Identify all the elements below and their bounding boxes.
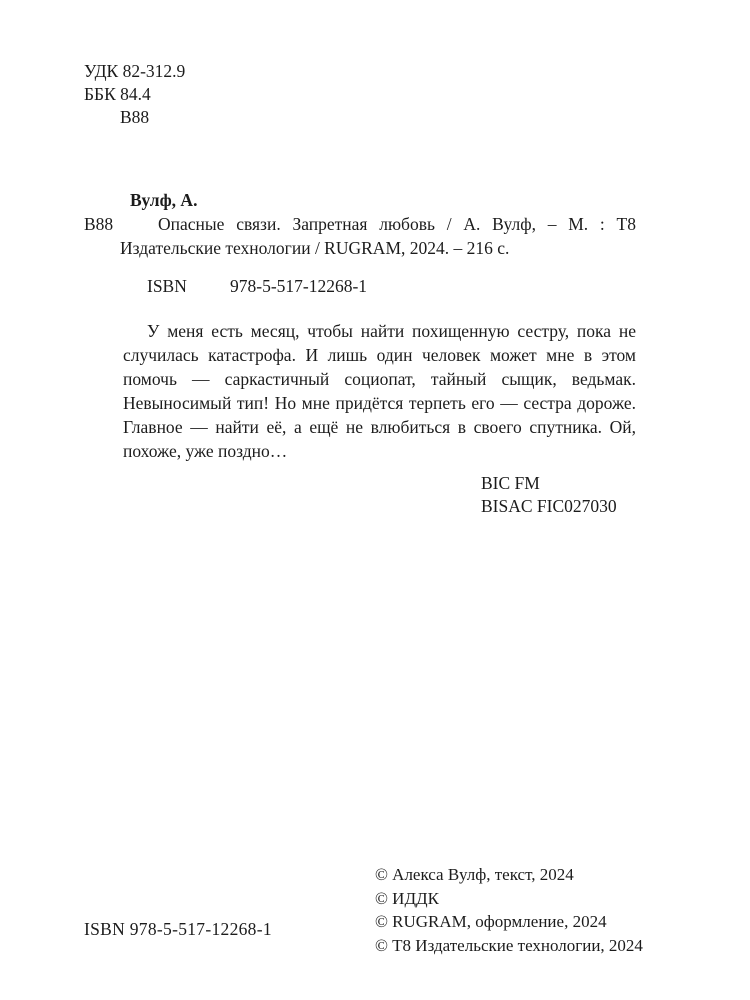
bisac-code: BISAC FIC027030	[481, 496, 617, 516]
title-line	[158, 214, 636, 235]
author-name: Вулф, А.	[130, 190, 198, 210]
udk-code: УДК 82-312.9	[84, 61, 186, 81]
title-word: А.	[463, 214, 481, 234]
isbn-value: 978-5-517-12268-1	[230, 276, 368, 296]
title-word: М.	[568, 214, 589, 234]
copyright-line: © ИДДК	[375, 888, 439, 908]
author-cutter-code: В88	[120, 107, 150, 127]
title-word: связи.	[236, 214, 281, 234]
footer-isbn: ISBN 978-5-517-12268-1	[84, 919, 272, 939]
copyright-line: © RUGRAM, оформление, 2024	[375, 912, 607, 931]
copyright-line: © Алекса Вулф, текст, 2024	[375, 865, 574, 884]
record-cutter-code: В88	[84, 214, 114, 234]
title-word: Вулф,	[492, 214, 536, 234]
bbk-code: ББК 84.4	[84, 84, 151, 104]
title-word: –	[547, 214, 557, 234]
title-word: Т8	[616, 214, 636, 234]
title-word: /	[446, 214, 452, 234]
title-word: :	[599, 214, 605, 234]
bic-code: BIC FM	[481, 473, 540, 493]
copyright-line: © Т8 Издательские технологии, 2024	[375, 935, 643, 955]
isbn-label: ISBN	[147, 276, 187, 296]
annotation-text: У меня есть месяц, чтобы найти похищенную сестру, пока не случилась катастрофа. И лишь один человек может мне в этом помочь — саркастичный социопат, тайный сыщик, ведьмак. Невыносимый тип! Но мне придётся терпеть его — сестра дороже. Главное — найти её, а ещё не влюбиться в своего спутника. Ой, похоже, уже поздно…	[123, 321, 636, 461]
publisher-line: Издательские технологии / RUGRAM, 2024. – 216 с.	[120, 238, 510, 258]
title-word: Запретная	[292, 214, 368, 234]
title-word: Опасные	[158, 214, 225, 234]
copyright-block	[375, 863, 643, 957]
title-word: любовь	[379, 214, 435, 234]
